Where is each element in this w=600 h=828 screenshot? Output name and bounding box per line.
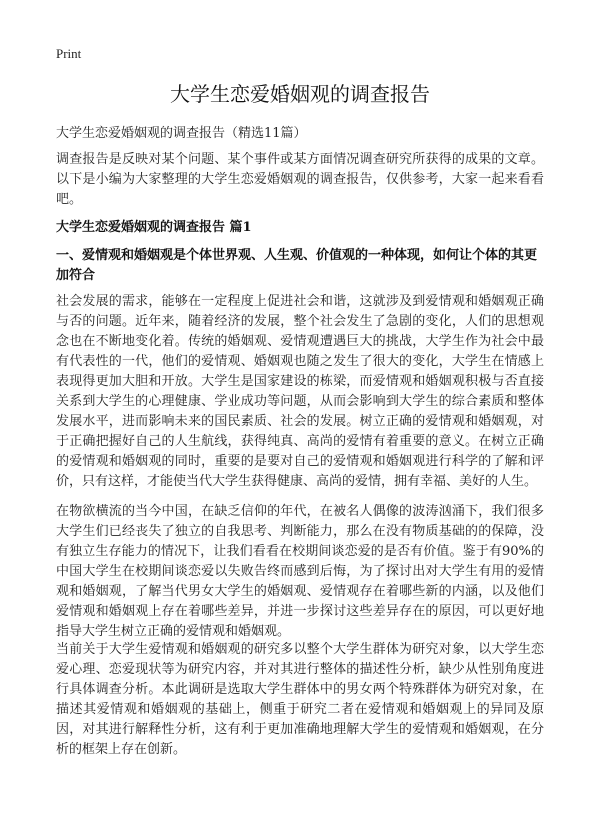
body-paragraph-1: 社会发展的需求，能够在一定程度上促进社会和谐，这就涉及到爱情观和婚姻观正确与否的问题。近年来，随着经济的发展，整个社会发生了急剧的变化，人们的思想观念也在不断地变化着。传统的婚姻观、爱情观遭遇巨大的挑战，大学生作为社会中最有代表性的一代，他们的爱情观、婚姻观也随之发生了很大的变化，大学生在情感上表现得更加大胆和开放。大学生是国家建设的栋梁，而爱情观和婚姻观积极与否直接关系到大学生的心理健康、学业成功等问题，从而会影响到大学生的综合素质和整体发展水平，进而影响未来的国民素质、社会的发展。树立正确的爱情观和婚姻观，对于正确把握好自己的人生航线，获得纯真、高尚的爱情有着重要的意义。在树立正确的爱情观和婚姻观的同时，重要的是要对自己的爱情观和婚姻观进行科学的了解和评价，只有这样，才能使当代大学生获得健康、高尚的爱情，拥有幸福、美好的人生。 [56, 294, 544, 489]
document-subtitle: 大学生恋爱婚姻观的调查报告（精选11篇） [56, 126, 307, 141]
page-title: 大学生恋爱婚姻观的调查报告 [170, 82, 430, 106]
intro-paragraph: 调查报告是反映对某个问题、某个事件或某方面情况调查研究所获得的成果的文章。以下是小编为大家整理的大学生恋爱婚姻观的调查报告，仅供参考，大家一起来看看吧。 [56, 152, 544, 207]
print-link[interactable]: Print [56, 46, 82, 61]
sub-heading: 一、爱情观和婚姻观是个体世界观、人生观、价值观的一种体现，如何让个体的其更加符合 [56, 248, 538, 283]
body-paragraph-2: 在物欲横流的当今中国，在缺乏信仰的年代，在被名人偶像的波涛汹涌下，我们很多大学生们已经丧失了独立的自我思考、判断能力，那么在没有物质基础的的保障，没有独立生存能力的情况下，让我们看看在校期间谈恋爱的是否有价值。鉴于有90%的中国大学生在校期间谈恋爱以失败告终而感到后悔，为了探讨出对大学生有用的爱情观和婚姻观，了解当代男女大学生的婚姻观、爱情观存在着哪些新的内涵，以及他们爱情观和婚姻观上存在着哪些差异，并进一步探讨这些差异存在的原因，可以更好地指导大学生树立正确的爱情观和婚姻观。 [56, 504, 544, 639]
body-paragraph-3: 当前关于大学生爱情观和婚姻观的研究多以整个大学生群体为研究对象，以大学生恋爱心理、恋爱现状等为研究内容，并对其进行整体的描述性分析，缺少从性别角度进行具体调查分析。本此调研是选取大学生群体中的男女两个特殊群体为研究对象，在描述其爱情观和婚姻观的基础上，侧重于研究二者在爱情观和婚姻观上的异同及原因，对其进行解释性分析，这有利于更加准确地理解大学生的爱情观和婚姻观，在分析的框架上存在创新。 [56, 642, 544, 757]
section-heading: 大学生恋爱婚姻观的调查报告 篇1 [56, 220, 252, 235]
